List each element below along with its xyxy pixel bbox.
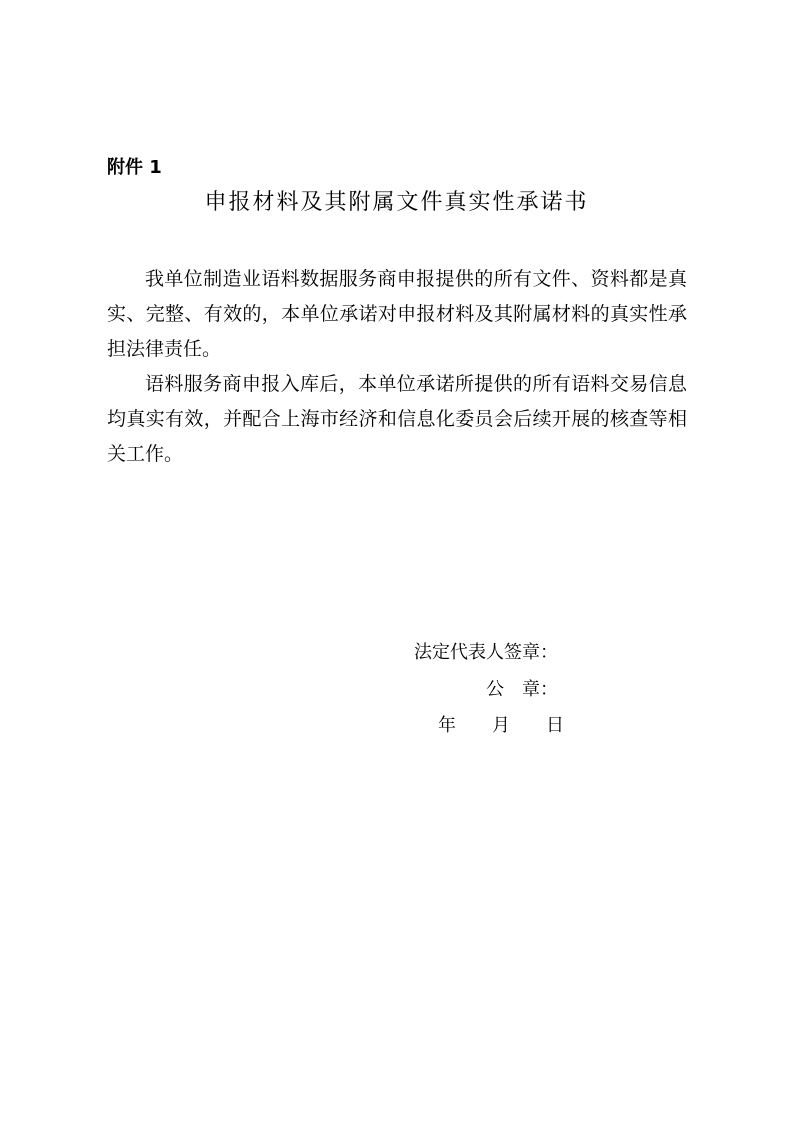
official-seal-label: 公 章：	[486, 679, 558, 700]
document-body	[107, 262, 687, 472]
legal-representative-signature-label: 法定代表人签章：	[414, 642, 558, 663]
date-line: 年 月 日	[438, 715, 564, 736]
document-title: 申报材料及其附属文件真实性承诺书	[204, 190, 589, 215]
body-paragraph-1: 我单位制造业语料数据服务商申报提供的所有文件、资料都是真实、完整、有效的，本单位承诺对申报材料及其附属材料的真实性承担法律责任。	[107, 268, 687, 360]
body-paragraph-2: 语料服务商申报入库后，本单位承诺所提供的所有语料交易信息均真实有效，并配合上海市经济和信息化委员会后续开展的核查等相关工作。	[107, 373, 687, 465]
attachment-label: 附件 1	[107, 157, 162, 178]
